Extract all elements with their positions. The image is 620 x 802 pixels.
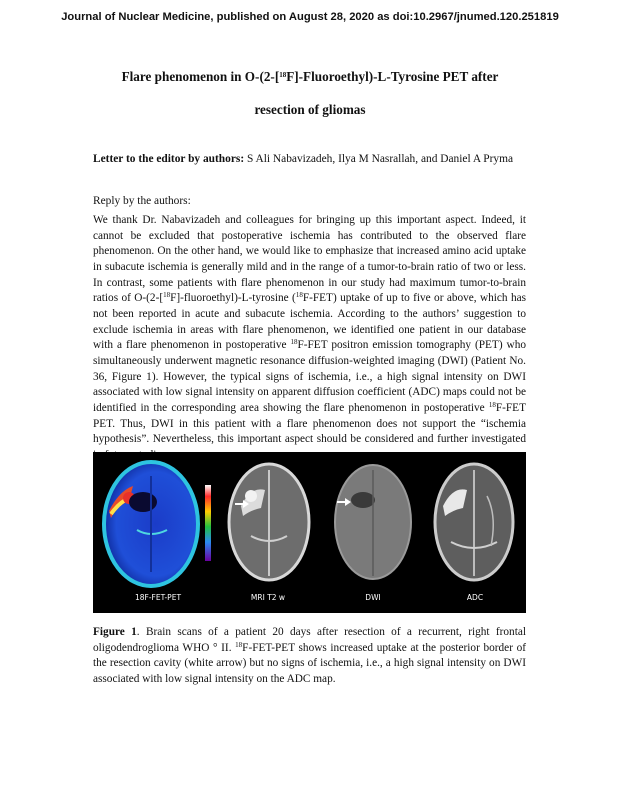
article-title-line-2: resection of gliomas [254,102,366,117]
reply-heading: Reply by the authors: [93,195,191,207]
panel-label-t2: MRI T2 w [250,593,286,602]
pet-color-scale-bar [205,485,211,561]
mri-t2-image [221,456,317,590]
figure-caption: Figure 1. Brain scans of a patient 20 days after resection of a recurrent, right frontal oligodendroglioma WHO ° II. $^{18}$F-FET-PET shows increased uptake at the posterior border of the resection cavity (white arrow) but no signs of ischemia, i.e., a high signal intensity on DWI associated with low signal intensity on the ADC map. [93,626,526,685]
journal-header: Journal of Nuclear Medicine, published on August 28, 2020 as doi:10.2967/jnumed.120.251819 [61,11,559,23]
adc-image [427,456,521,590]
pet-scan-image [97,456,205,590]
panel-label-pet: 18F-FET-PET [134,593,182,602]
figure-1-brain-scans [93,452,526,613]
byline [93,153,563,165]
dwi-image [327,456,419,590]
article-title-line-1: Flare phenomenon in O-(2-[$^{18}$F]-Fluoroethyl)-L-Tyrosine PET after [121,69,499,84]
byline-label: Letter to the editor by authors: [93,153,245,165]
body-paragraph: We thank Dr. Nabavizadeh and colleagues for bringing up this important aspect. Indeed, it cannot be excluded that postoperative ischemia has contributed to the observed flare phenomenon. On the other hand, we would like to emphasize that increased amino acid uptake in subacute ischemia is generally mild and in the range of a tumor-to-brain ratio of two or less. In contrast, some patients with flare phenomenon in our study had maximum tumor-to-brain ratios of O-(2-[$^{18}$F]-fluoroethyl)-L-tyrosine ($^{18}$F-FET) uptake of up to five or above, which has not been reported in acute and subacute ischemia. According to the authors’ suggestion to exclude ischemia in areas with flare phenomenon, we identified one patient in our database with a flare phenomenon in postoperative $^{18}$F-FET positron emission tomography (PET) who simultaneously underwent magnetic resonance diffusion-weighted imaging (DWI) (Patient No. 36, Figure 1). However, the typical signs of ischemia, i.e., a high signal intensity on DWI associated with low signal intensity on apparent diffusion coefficient (ADC) maps could not be identified in the corresponding area showing the flare phenomenon in postoperative $^{18}$F-FET PET. Thus, DWI in this patient with a flare phenomenon does not support the “ischemia hypothesis”. Nevertheless, this important aspect should be considered and further investigated [93,214,527,446]
panel-label-dwi: DWI [365,593,381,602]
byline-authors: S Ali Nabavizadeh, Ilya M Nasrallah, and Daniel A Pryma [244,153,514,165]
panel-label-adc: ADC [466,593,484,602]
caption-label: Figure 1 [93,626,137,638]
